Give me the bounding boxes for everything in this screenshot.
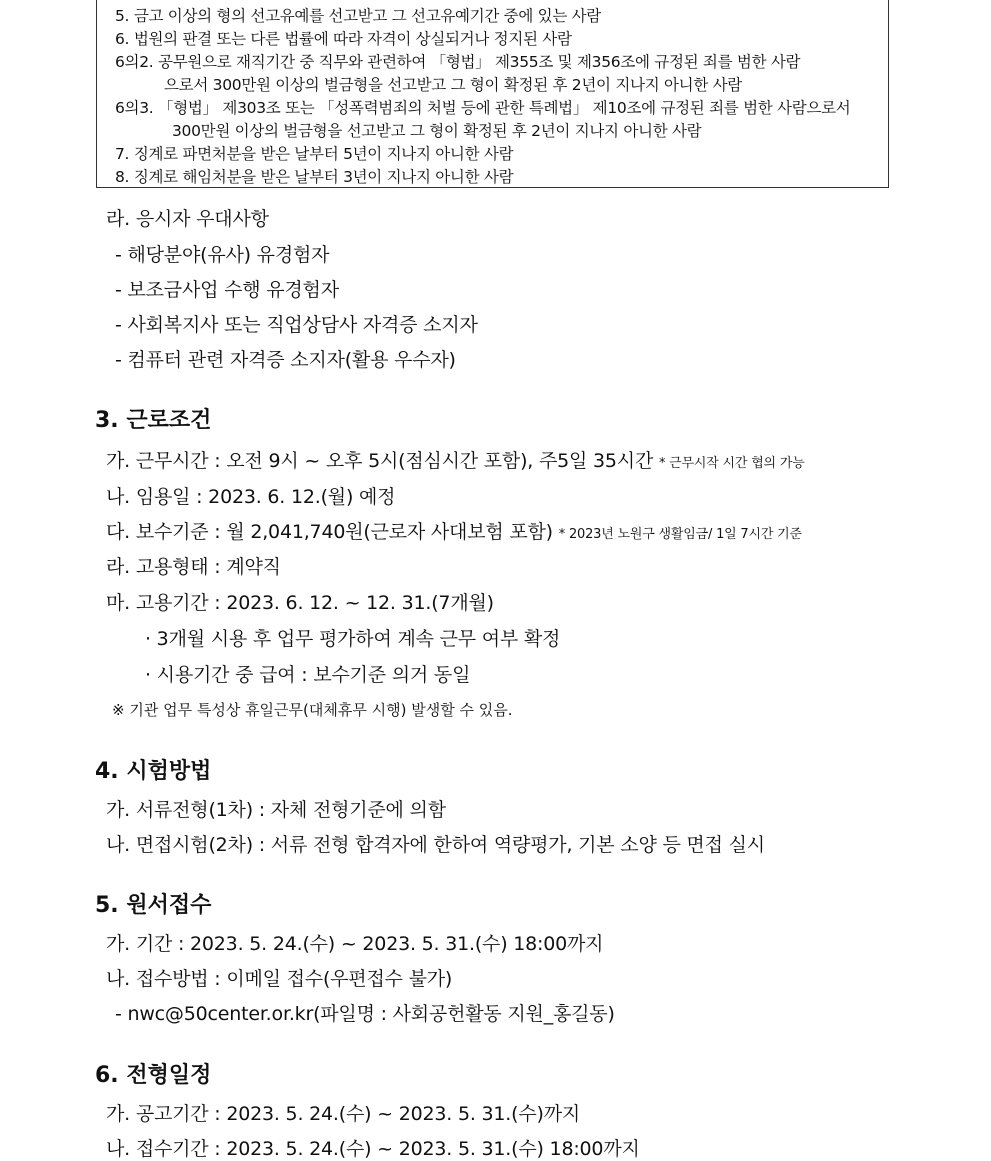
preference-item: - 해당분야(유사) 유경험자: [115, 244, 330, 266]
holiday-note: ※ 기관 업무 특성상 휴일근무(대체휴무 시행) 발생할 수 있음.: [112, 701, 513, 719]
application-email: - nwc@50center.or.kr(파일명 : 사회공헌활동 지원_홍길동): [115, 1003, 615, 1025]
work-hours-note: * 근무시작 시간 협의 가능: [658, 456, 805, 471]
pay-standard-text: 다. 보수기준 : 월 2,041,740원(근로자 사대보험 포함): [106, 521, 553, 543]
employment-period: 마. 고용기간 : 2023. 6. 12. ~ 12. 31.(7개월): [106, 592, 494, 614]
section-5-heading: 5. 원서접수: [95, 893, 212, 918]
box-line-7: 7. 징계로 파면처분을 받은 날부터 5년이 지나지 아니한 사람: [115, 145, 514, 163]
section-3-heading: 3. 근로조건: [95, 408, 212, 433]
box-line-6-2: 6의2. 공무원으로 재직기간 중 직무와 관련하여 「형법」 제355조 및 제356조에 규정된 죄를 범한 사람: [115, 53, 801, 71]
employment-type: 라. 고용형태 : 계약직: [106, 556, 281, 578]
document-screening: 가. 서류전형(1차) : 자체 전형기준에 의함: [106, 799, 446, 821]
box-line-6-3: 6의3. 「형법」 제303조 또는 「성폭력범죄의 처벌 등에 관한 특례법」 제10조에 규정된 죄를 범한 사람으로서: [115, 99, 851, 117]
box-line-6-2-cont: 으로서 300만원 이상의 벌금형을 선고받고 그 형이 확정된 후 2년이 지나지 아니한 사람: [164, 76, 742, 94]
box-line-6-3-cont: 300만원 이상의 벌금형을 선고받고 그 형이 확정된 후 2년이 지나지 아니한 사람: [172, 122, 702, 140]
interview: 나. 면접시험(2차) : 서류 전형 합격자에 한하여 역량평가, 기본 소양 등 면접 실시: [106, 834, 765, 856]
pay-standard-note: * 2023년 노원구 생활임금/ 1일 7시간 기준: [558, 527, 802, 542]
section-4-heading: 4. 시험방법: [95, 759, 212, 784]
probation-bullet: · 3개월 시용 후 업무 평가하여 계속 근무 여부 확정: [145, 628, 561, 650]
box-line-5: 5. 금고 이상의 형의 선고유예를 선고받고 그 선고유예기간 중에 있는 사람: [115, 7, 601, 25]
preference-item: - 사회복지사 또는 직업상담사 자격증 소지자: [115, 314, 478, 336]
box-line-6: 6. 법원의 판결 또는 다른 법률에 따라 자격이 상실되거나 정지된 사람: [115, 30, 572, 48]
work-hours: [106, 446, 805, 473]
preference-item: - 컴퓨터 관련 자격증 소지자(활용 우수자): [115, 349, 456, 371]
preference-item: - 보조금사업 수행 유경험자: [115, 279, 339, 301]
section-6-heading: 6. 전형일정: [95, 1063, 212, 1088]
preferences-title: 라. 응시자 우대사항: [106, 208, 269, 230]
receipt-period: 나. 접수기간 : 2023. 5. 24.(수) ~ 2023. 5. 31.(수) 18:00까지: [106, 1138, 640, 1160]
pay-standard: [106, 517, 802, 544]
start-date: 나. 임용일 : 2023. 6. 12.(월) 예정: [106, 486, 396, 508]
probation-pay-bullet: · 시용기간 중 급여 : 보수기준 의거 동일: [145, 664, 471, 686]
work-hours-text: 가. 근무시간 : 오전 9시 ~ 오후 5시(점심시간 포함), 주5일 35시간: [106, 450, 654, 472]
notice-period: 가. 공고기간 : 2023. 5. 24.(수) ~ 2023. 5. 31.(수)까지: [106, 1103, 581, 1125]
box-line-8: 8. 징계로 해임처분을 받은 날부터 3년이 지나지 아니한 사람: [115, 168, 514, 186]
application-period: 가. 기간 : 2023. 5. 24.(수) ~ 2023. 5. 31.(수) 18:00까지: [106, 933, 604, 955]
application-method: 나. 접수방법 : 이메일 접수(우편접수 불가): [106, 968, 453, 990]
